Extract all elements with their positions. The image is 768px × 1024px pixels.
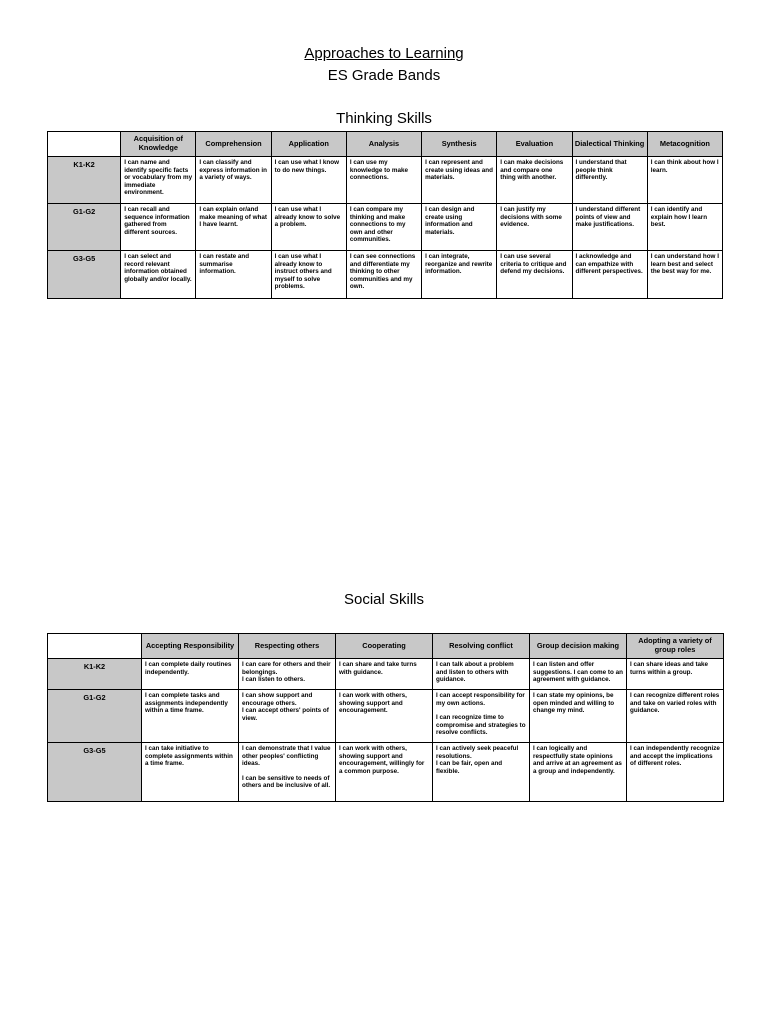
grade-band-label: G3-G5 (48, 251, 121, 299)
skill-descriptor-cell (346, 204, 421, 251)
table-row (48, 204, 723, 251)
skill-descriptor-text: I can show support and encourage others. (242, 692, 313, 707)
table-row (48, 157, 723, 204)
skill-descriptor-text: I can actively seek peaceful resolutions. (436, 745, 519, 760)
skill-descriptor-cell (497, 204, 572, 251)
document-title: Approaches to Learning (304, 45, 464, 62)
skill-descriptor-text: I can select and record relevant information obtained globally and/or locally. (124, 253, 192, 283)
skill-descriptor-text: I can independently recognize and accept the implications of different roles. (630, 745, 720, 768)
skill-descriptor-text: I can accept others' points of view. (242, 707, 329, 722)
skill-descriptor-text: I can restate and summarise information. (199, 253, 250, 276)
grade-band-label: K1-K2 (48, 157, 121, 204)
skill-descriptor-cell (121, 251, 196, 299)
column-header: Metacognition (647, 132, 722, 157)
skill-descriptor-text: I can recall and sequence information gathered from different sources. (124, 206, 190, 236)
table-row (48, 743, 724, 802)
skill-descriptor-text: I can share and take turns with guidance. (339, 661, 417, 676)
skill-descriptor-cell (530, 659, 627, 690)
skill-descriptor-text: I can work with others, showing support and encouragement. (339, 692, 407, 715)
skill-descriptor-cell (239, 690, 336, 743)
skill-descriptor-cell (142, 690, 239, 743)
skill-descriptor-cell (627, 690, 724, 743)
skill-descriptor-cell (239, 659, 336, 690)
skill-descriptor-cell (346, 157, 421, 204)
column-header: Analysis (346, 132, 421, 157)
table-row (48, 690, 724, 743)
skill-descriptor-text: I can logically and respectfully state opinions and arrive at an agreement as a group and independently. (533, 745, 622, 775)
skill-descriptor-cell (433, 659, 530, 690)
skill-descriptor-text: I can identify and explain how I learn best. (650, 206, 708, 229)
skill-descriptor-text: I understand that people think differently. (575, 159, 627, 182)
skill-descriptor-text: I can explain or/and make meaning of what I have learnt. (199, 206, 267, 229)
column-header: Comprehension (196, 132, 271, 157)
skill-descriptor-text: I can recognize time to compromise and strategies to resolve conflicts. (436, 714, 526, 737)
skill-descriptor-cell (346, 251, 421, 299)
social-skills-table (47, 633, 724, 802)
skill-descriptor-cell (271, 251, 346, 299)
skill-descriptor-cell (627, 743, 724, 802)
social-header-row (48, 634, 724, 659)
skill-descriptor-text: I can use what I already know to instruct others and myself to solve problems. (274, 253, 332, 291)
skill-descriptor-text: I can make decisions and compare one thing with another. (500, 159, 564, 182)
skill-descriptor-text: I can demonstrate that I value other peoples' conflicting ideas. (242, 745, 331, 768)
document-subtitle: ES Grade Bands (327, 67, 441, 84)
skill-descriptor-text: I can use my knowledge to make connections. (349, 159, 408, 182)
skill-descriptor-text: I can listen and offer suggestions. I can come to an agreement with guidance. (533, 661, 623, 684)
skill-descriptor-text: I can complete tasks and assignments independently within a time frame. (145, 692, 228, 715)
skill-descriptor-text: I can name and identify specific facts or vocabulary from my immediate environment. (124, 159, 193, 197)
corner-cell (48, 634, 142, 659)
thinking-skills-table (47, 131, 723, 299)
column-header: Respecting others (239, 634, 336, 659)
corner-cell (48, 132, 121, 157)
thinking-header-row (48, 132, 723, 157)
skill-descriptor-cell (627, 659, 724, 690)
skill-descriptor-text: I can classify and express information in a variety of ways. (199, 159, 267, 182)
skill-descriptor-cell (572, 157, 647, 204)
column-header: Acquisition of Knowledge (121, 132, 196, 157)
column-header: Adopting a variety of group roles (627, 634, 724, 659)
skill-descriptor-cell (121, 157, 196, 204)
skill-descriptor-text: I can use several criteria to critique and defend my decisions. (500, 253, 567, 276)
thinking-skills-title: Thinking Skills (336, 110, 432, 127)
skill-descriptor-cell (497, 251, 572, 299)
skill-descriptor-cell (121, 204, 196, 251)
skill-descriptor-text: I can represent and create using ideas and materials. (425, 159, 493, 182)
skill-descriptor-cell (572, 251, 647, 299)
skill-descriptor-text: I can see connections and differentiate my thinking to other communities and my own. (349, 253, 416, 291)
skill-descriptor-cell (142, 743, 239, 802)
grade-band-label: G1-G2 (48, 690, 142, 743)
skill-descriptor-text: I can be fair, open and flexible. (436, 760, 503, 775)
grade-band-label: K1-K2 (48, 659, 142, 690)
skill-descriptor-cell (530, 743, 627, 802)
skill-descriptor-cell (433, 690, 530, 743)
skill-descriptor-text: I can design and create using information and materials. (425, 206, 475, 236)
social-skills-title: Social Skills (343, 591, 425, 608)
skill-descriptor-text: I can recognize different roles and take on varied roles with guidance. (630, 692, 720, 715)
skill-descriptor-cell (422, 157, 497, 204)
skill-descriptor-cell (422, 251, 497, 299)
skill-descriptor-text: I can understand how I learn best and select the best way for me. (650, 253, 719, 276)
skill-descriptor-text: I can talk about a problem and listen to others with guidance. (436, 661, 514, 684)
skill-descriptor-cell (271, 157, 346, 204)
skill-descriptor-cell (572, 204, 647, 251)
skill-descriptor-text: I can be sensitive to needs of others and be inclusive of all. (242, 774, 331, 790)
column-header: Accepting Responsibility (142, 634, 239, 659)
skill-descriptor-cell (271, 204, 346, 251)
skill-descriptor-text: I can justify my decisions with some evidence. (500, 206, 562, 229)
column-header: Synthesis (422, 132, 497, 157)
skill-descriptor-cell (196, 251, 271, 299)
grade-band-label: G3-G5 (48, 743, 142, 802)
skill-descriptor-cell (142, 659, 239, 690)
skill-descriptor-cell (239, 743, 336, 802)
grade-band-label: G1-G2 (48, 204, 121, 251)
skill-descriptor-cell (196, 157, 271, 204)
skill-descriptor-text: I can compare my thinking and make connections to my own and other communities. (349, 206, 406, 244)
skill-descriptor-cell (647, 204, 722, 251)
column-header: Application (271, 132, 346, 157)
skill-descriptor-cell (647, 251, 722, 299)
skill-descriptor-text: I can use what I know to do new things. (274, 159, 340, 174)
skill-descriptor-text: I can share ideas and take turns within a group. (630, 661, 709, 676)
skill-descriptor-cell (433, 743, 530, 802)
skill-descriptor-text: I can accept responsibility for my own actions. (436, 692, 525, 707)
skill-descriptor-text: I can state my opinions, be open minded and willing to change my mind. (533, 692, 615, 715)
column-header: Evaluation (497, 132, 572, 157)
skill-descriptor-text: I can take initiative to complete assignments within a time frame. (145, 745, 233, 768)
skill-descriptor-text: I can use what I already know to solve a problem. (274, 206, 341, 229)
skill-descriptor-cell (336, 659, 433, 690)
skill-descriptor-cell (497, 157, 572, 204)
skill-descriptor-text: I can listen to others. (242, 676, 305, 684)
skill-descriptor-text: I can work with others, showing support and encouragement, willingly for a common purpose. (339, 745, 425, 775)
skill-descriptor-text: I understand different points of view and make justifications. (575, 206, 641, 229)
skill-descriptor-cell (647, 157, 722, 204)
skill-descriptor-text: I can integrate, reorganize and rewrite information. (425, 253, 493, 276)
table-row (48, 251, 723, 299)
skill-descriptor-text: I can complete daily routines independently. (145, 661, 232, 676)
column-header: Cooperating (336, 634, 433, 659)
skill-descriptor-text: I acknowledge and can empathize with different perspectives. (575, 253, 643, 276)
column-header: Dialectical Thinking (572, 132, 647, 157)
skill-descriptor-cell (336, 690, 433, 743)
skill-descriptor-cell (196, 204, 271, 251)
column-header: Resolving conflict (433, 634, 530, 659)
skill-descriptor-cell (422, 204, 497, 251)
column-header: Group decision making (530, 634, 627, 659)
skill-descriptor-text: I can think about how I learn. (650, 159, 719, 174)
skill-descriptor-cell (530, 690, 627, 743)
skill-descriptor-text: I can care for others and their belongings. (242, 661, 331, 676)
skill-descriptor-cell (336, 743, 433, 802)
table-row (48, 659, 724, 690)
